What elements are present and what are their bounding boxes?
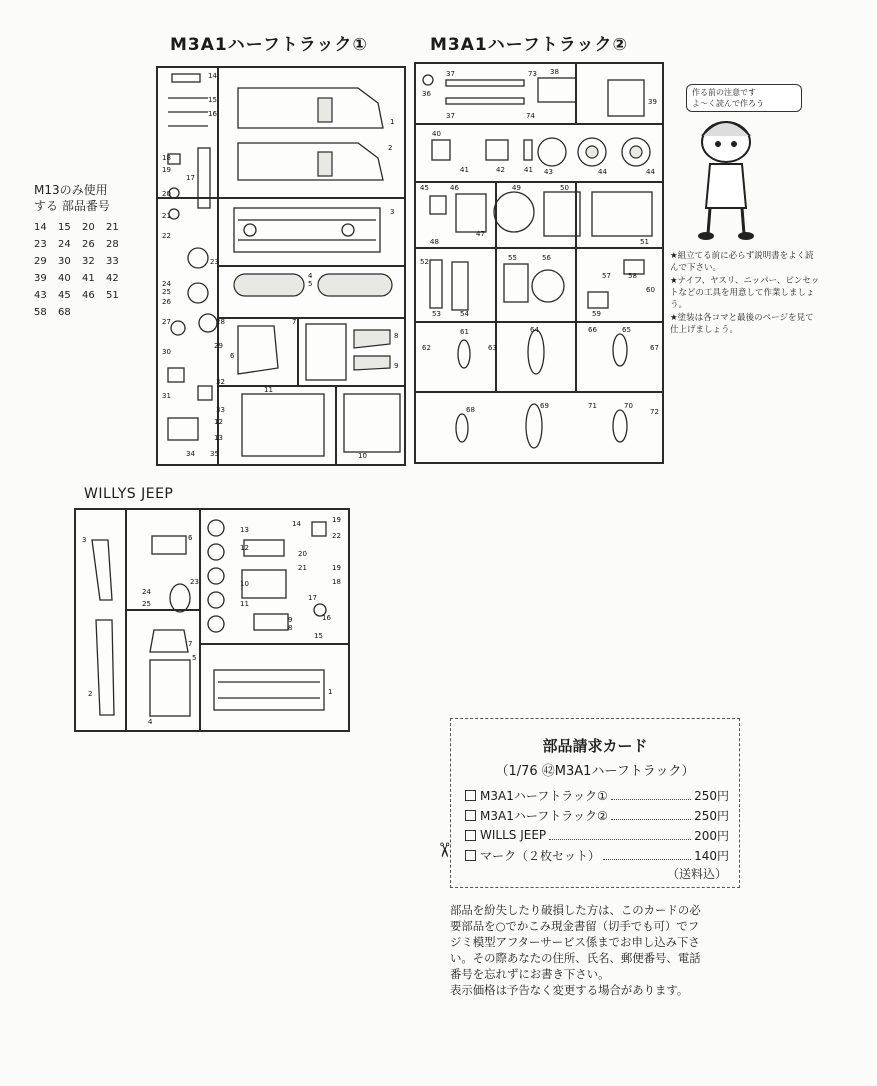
order-checkbox[interactable] [465,830,476,841]
part-number-label: 11 [264,386,273,394]
part-number-label: 60 [646,286,655,294]
part-number-label: 71 [588,402,597,410]
part-number-label: 41 [524,166,533,174]
parts-order-card [450,718,740,888]
part-number-label: 23 [210,258,219,266]
sprue1-drawing [158,68,404,464]
part-number-label: 51 [640,238,649,246]
part-number-label: 4 [148,718,153,726]
part-number-label: 21 [298,564,307,572]
part-number-label: 50 [560,184,569,192]
m13-part-number: 46 [82,290,95,301]
part-number-label: 18 [332,578,341,586]
sprue2-title: M3A1ハーフトラック② [430,35,628,55]
part-number-label: 19 [332,564,341,572]
sprue1-frame [156,66,406,466]
part-number-label: 19 [332,516,341,524]
part-number-label: 43 [544,168,553,176]
m13-part-number: 20 [82,222,95,233]
part-number-label: 68 [466,406,475,414]
part-number-label: 25 [162,288,171,296]
m13-heading-line2: する 部品番号 [34,199,110,213]
order-item-name: M3A1ハーフトラック① [480,788,608,803]
info-line: 部品を紛失したり破損した方は、このカードの必 [450,903,701,917]
part-number-label: 1 [390,118,395,126]
part-number-label: 69 [540,402,549,410]
part-number-label: 15 [314,632,323,640]
m13-part-number: 30 [58,256,71,267]
part-number-label: 6 [188,534,193,542]
part-number-label: 55 [508,254,517,262]
part-number-label: 33 [216,406,225,414]
part-number-label: 5 [192,654,197,662]
m13-heading-line1: M13のみ使用 [34,183,108,197]
part-number-label: 12 [240,544,249,552]
order-item[interactable] [465,785,729,805]
jeep-part-numbers [82,516,341,726]
after-service-info [450,902,750,998]
part-number-label: 10 [240,580,249,588]
bubble-line2: よ～く読んで作ろう [692,99,764,108]
m13-part-list [34,222,154,318]
part-number-label: 52 [420,258,429,266]
part-number-label: 31 [162,392,171,400]
speech-bubble [686,84,802,112]
order-item[interactable] [465,845,729,865]
part-number-label: 58 [628,272,637,280]
part-number-label: 16 [208,110,217,118]
part-number-label: 13 [240,526,249,534]
m13-part-number: 23 [34,239,47,250]
m13-part-number: 29 [34,256,47,267]
part-number-label: 18 [162,154,171,162]
part-number-label: 16 [322,614,331,622]
part-number-label: 62 [422,344,431,352]
m13-part-number: 21 [106,222,119,233]
part-number-label: 46 [450,184,459,192]
part-number-label: 42 [496,166,505,174]
part-number-label: 15 [208,96,217,104]
info-line: い。その際あなたの住所、氏名、郵便番号、電話 [450,951,701,965]
part-number-label: 56 [542,254,551,262]
part-number-label: 19 [162,166,171,174]
part-number-label: 38 [550,68,559,76]
part-number-label: 12 [214,418,223,426]
m13-parts-note [34,182,154,318]
info-line: 表示価格は予告なく変更する場合があります。 [450,983,689,997]
jeep-sprue-frame [74,508,350,732]
part-number-label: 59 [592,310,601,318]
part-number-label: 67 [650,344,659,352]
part-number-label: 21 [162,212,171,220]
order-item-price: 250円 [694,808,729,823]
order-item[interactable] [465,825,729,845]
part-number-label: 37 [446,112,455,120]
scissors-icon: ✂ [432,841,457,859]
part-number-label: 65 [622,326,631,334]
soldier-mascot-icon [690,112,760,240]
part-number-label: 25 [142,600,151,608]
m13-part-number: 28 [106,239,119,250]
part-number-label: 49 [512,184,521,192]
part-number-label: 29 [214,342,223,350]
part-number-label: 63 [488,344,497,352]
assembly-notes [670,250,820,337]
card-title: 部品請求カード [542,737,648,755]
part-number-label: 22 [162,232,171,240]
part-number-label: 39 [648,98,657,106]
part-number-label: 7 [292,318,297,326]
order-item-name: WILLS JEEP [480,828,547,842]
part-number-label: 10 [358,452,367,460]
part-number-label: 14 [292,520,301,528]
part-number-label: 61 [460,328,469,336]
m13-part-number: 33 [106,256,119,267]
jeep-sprue-drawing [76,510,348,730]
part-number-label: 13 [214,434,223,442]
part-number-label: 74 [526,112,535,120]
m13-part-number: 39 [34,273,47,284]
part-number-label: 64 [530,326,539,334]
order-item[interactable] [465,805,729,825]
part-number-label: 26 [162,298,171,306]
part-number-label: 6 [230,352,235,360]
m13-part-number: 51 [106,290,119,301]
part-number-label: 7 [188,640,193,648]
part-number-label: 47 [476,230,485,238]
part-number-label: 41 [460,166,469,174]
info-line: 要部品を○でかこみ現金書留（切手でも可）でフ [450,919,700,933]
part-number-label: 8 [394,332,399,340]
order-checkbox[interactable] [465,850,476,861]
part-number-label: 9 [394,362,399,370]
m13-part-number: 43 [34,290,47,301]
part-number-label: 57 [602,272,611,280]
part-number-label: 24 [162,280,171,288]
part-number-label: 4 [308,272,313,280]
m13-part-number: 14 [34,222,47,233]
part-number-label: 32 [216,378,225,386]
order-item-name: M3A1ハーフトラック② [480,808,608,823]
m13-part-number: 58 [34,307,47,318]
part-number-label: 53 [432,310,441,318]
part-number-label: 54 [460,310,469,318]
note-item: ★ナイフ、ヤスリ、ニッパー、ピンセットなどの工具を用意して作業しましょう。 [670,276,820,310]
part-number-label: 44 [646,168,655,176]
m13-part-number: 24 [58,239,71,250]
part-number-label: 17 [308,594,317,602]
part-number-label: 28 [216,318,225,326]
card-subtitle: （1/76 ㊷M3A1ハーフトラック） [495,764,695,779]
order-item-name: マーク（２枚セット） [480,848,601,863]
sprue1-title: M3A1ハーフトラック① [170,35,368,55]
part-number-label: 20 [162,190,171,198]
note-item: ★組立てる前に必らず説明書をよく読んで下さい。 [670,251,814,273]
m13-part-number: 15 [58,222,71,233]
m13-part-number: 45 [58,290,71,301]
sprue2-frame [414,62,664,464]
part-number-label: 1 [328,688,333,696]
part-number-label: 3 [82,536,87,544]
info-line: ジミ模型アフターサービス係までお申し込み下さ [450,935,700,949]
order-item-price: 200円 [694,828,729,843]
part-number-label: 23 [190,578,199,586]
part-number-label: 14 [208,72,217,80]
part-number-label: 24 [142,588,151,596]
part-number-label: 27 [162,318,171,326]
part-number-label: 11 [240,600,249,608]
info-line: 番号を忘れずにお書き下さい。 [450,967,610,981]
m13-part-number: 26 [82,239,95,250]
part-number-label: 20 [298,550,307,558]
order-item-price: 140円 [694,848,729,863]
part-number-label: 3 [390,208,395,216]
part-number-label: 45 [420,184,429,192]
part-number-label: 48 [430,238,439,246]
order-checkbox[interactable] [465,790,476,801]
m13-part-number: 40 [58,273,71,284]
note-item: ★塗装は各コマと最後のページを見て仕上げましょう。 [670,313,814,335]
part-number-label: 36 [422,90,431,98]
part-number-label: 9 [288,616,293,624]
part-number-label: 2 [88,690,93,698]
part-number-label: 37 [446,70,455,78]
part-number-label: 17 [186,174,195,182]
part-number-label: 5 [308,280,313,288]
part-number-label: 2 [388,144,393,152]
m13-part-number: 42 [106,273,119,284]
part-number-label: 22 [332,532,341,540]
part-number-label: 35 [210,450,219,458]
m13-part-number: 32 [82,256,95,267]
order-checkbox[interactable] [465,810,476,821]
part-number-label: 44 [598,168,607,176]
sprue2-drawing [416,64,662,462]
part-number-label: 8 [288,624,293,632]
order-item-price: 250円 [694,788,729,803]
part-number-label: 72 [650,408,659,416]
part-number-label: 40 [432,130,441,138]
part-number-label: 34 [186,450,195,458]
part-number-label: 73 [528,70,537,78]
jeep-sprue-title: WILLYS JEEP [84,486,174,502]
part-number-label: 66 [588,326,597,334]
shipping-note: （送料込） [666,867,727,881]
part-number-label: 30 [162,348,171,356]
part-number-label: 70 [624,402,633,410]
m13-part-number: 68 [58,307,71,318]
bubble-line1: 作る前の注意です [692,88,756,97]
m13-part-number: 41 [82,273,95,284]
